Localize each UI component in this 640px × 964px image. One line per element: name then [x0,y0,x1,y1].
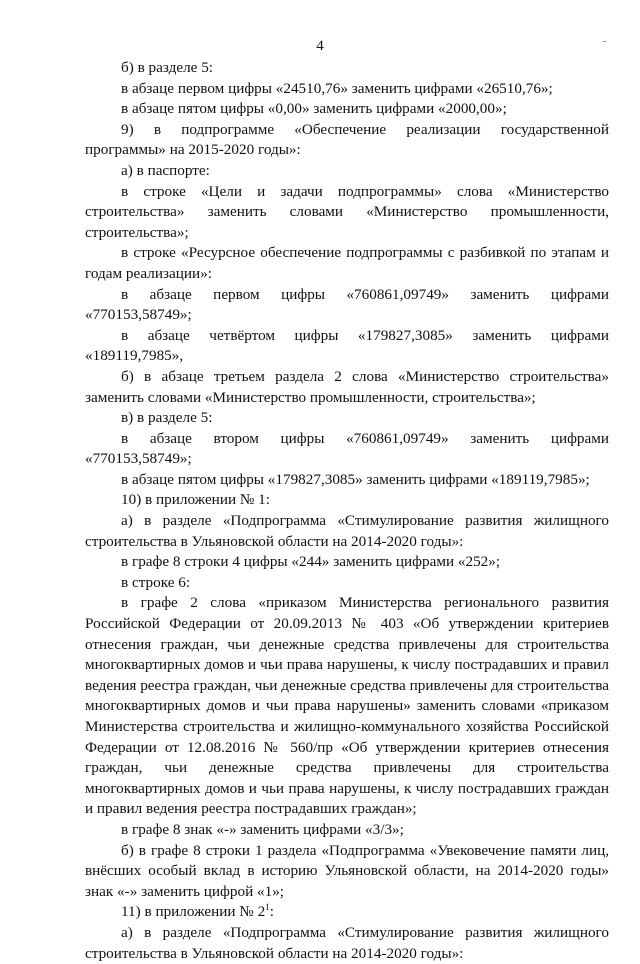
paragraph: 10) в приложении № 1: [121,491,270,509]
page-number: 4 [316,38,324,54]
paragraph: 9) в подпрограмме «Обеспечение реализации государственной программы» на 2015-2020 годы»: [85,120,609,159]
item-11-superscript: 1 [265,902,270,913]
document-body [85,58,609,964]
corner-mark: - [603,36,607,47]
paragraph: в абзаце пятом цифры «0,00» заменить цифрами «2000,00»; [121,100,507,118]
paragraph: в строке «Ресурсное обеспечение подпрограммы с разбивкой по этапам и годам реализации»: [85,244,609,282]
paragraph: а) в разделе «Подпрограмма «Стимулирование развития жилищного строительства в Ульяновской области на 2014-2020 годы»: [85,923,609,962]
paragraph: б) в разделе 5: [121,59,214,76]
item-11-main: 11) в приложении № 2 [121,903,266,921]
paragraph: в строке «Цели и задачи подпрограммы» слова «Министерство строительства» заменить словами «Министерство промышленности, строительства»; [85,182,609,241]
paragraph: в абзаце четвёртом цифры «179827,3085» заменить цифрами «189119,7985», [85,326,609,365]
paragraph: в) в разделе 5: [121,409,213,427]
paragraph-item-11 [85,902,609,923]
item-11-tail: : [269,903,274,921]
paragraph: а) в разделе «Подпрограмма «Стимулирование развития жилищного строительства в Ульяновской области на 2014-2020 годы»: [85,512,609,550]
paragraph: в строке 6: [121,573,191,591]
paragraph: в абзаце первом цифры «24510,76» заменить цифрами «26510,76»; [121,79,553,97]
paragraph: б) в графе 8 строки 1 раздела «Подпрограмма «Увековечение памяти лиц, внёсших особый вклад в историю Ульяновской области, на 2014-2020 годы» знак «-» заменить цифрой «1»; [85,841,609,900]
paragraph: в абзаце пятом цифры «179827,3085» заменить цифрами «189119,7985»; [121,470,590,488]
paragraph: в графе 2 слова «приказом Министерства регионального развития Российской Федерации от 20.09.2013 № 403 «Об утверждении критериев отнесения граждан, чьи денежные средства привлечены для строительства многоквартирных домов и чьи права нарушены, к числу пострадавших и правил ведения реестра граждан, чьи денежные средства привлечены для строительства многоквартирных домов и чьи права нарушены» заменить словами «приказом Министерства строительства и жилищно-коммунального хозяйства Российской Федерации от 12.08.2016 № 560/пр «Об утверждении критериев отнесения граждан, чьи денежные средства привлечены для строительства многоквартирных домов и чьи права нарушены, к числу пострадавших граждан и правил ведения реестра пострадавших граждан»; [85,594,609,818]
paragraph: в абзаце втором цифры «760861,09749» заменить цифрами «770153,58749»; [85,429,609,468]
paragraph: в графе 8 знак «-» заменить цифрами «3/3»; [121,820,404,838]
paragraph: в графе 8 строки 4 цифры «244» заменить цифрами «252»; [121,553,501,571]
paragraph: а) в паспорте: [121,161,210,179]
paragraph: в абзаце первом цифры «760861,09749» заменить цифрами «770153,58749»; [85,285,609,324]
paragraph: б) в абзаце третьем раздела 2 слова «Министерство строительства» заменить словами «Министерство промышленности, строительства»; [85,367,609,406]
